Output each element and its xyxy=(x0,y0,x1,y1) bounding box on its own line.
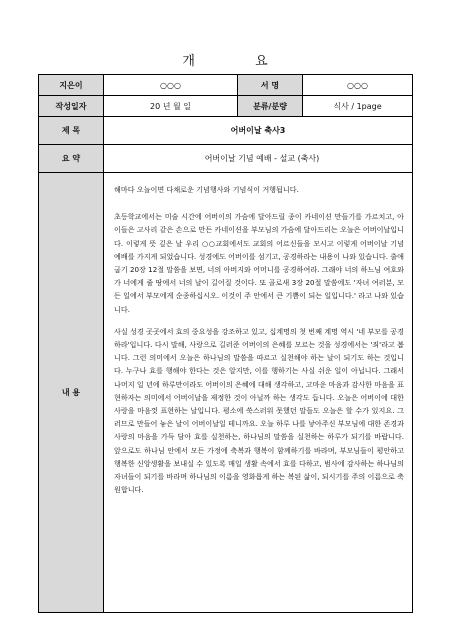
row-content xyxy=(39,173,413,613)
page-title: 개 요 xyxy=(182,54,296,69)
summary-label: 요 약 xyxy=(39,145,104,173)
author-value: ○○○ xyxy=(104,75,238,96)
row-date xyxy=(39,96,413,117)
content-label: 내 용 xyxy=(39,173,104,613)
row-author xyxy=(39,75,413,96)
content-paragraph: 해마다 오늘이면 다채로운 기념행사와 기념식이 거행됩니다. xyxy=(114,185,299,194)
reviewer-value: ○○○ xyxy=(303,75,413,96)
summary-form xyxy=(38,74,413,613)
date-label: 작성일자 xyxy=(39,96,104,117)
content-paragraph: 초등학교에서는 미술 시간에 어버이의 가슴에 달아드릴 종이 카네이션 만들기를 가르치고, 아이들은 고사리 같은 손으로 만든 카네이션을 부모님의 가슴에 달아드리는 오늘은 어버이날입니다. 이렇게 뜻 깊은 날 우리 ○○교회에서도 교회의 어르신들을 모시고 이렇게 어버이날 기념 예배를 가지게 되었습니다. 성경에도 어버이를 섬기고, 공경하라는 내용이 나와 있습니다. 출애굽기 20장 12절 말씀을 보면, 너의 아버지와 어머니를 공경하여라. 그래야 너의 하느님 여호와가 너에게 줄 땅에서 너의 날이 길어질 것이다. 또 골로새 3장 20절 말씀에도 '자녀 여러분, 모든 일에서 부모에게 순종하십시오. 이것이 주 안에서 큰 기쁨이 되는 일입니다.' 라고 나와 있습니다. xyxy=(114,212,405,314)
summary-value: 어버이날 기념 예배 - 설교 (축사) xyxy=(104,145,413,173)
category-label: 분류/분량 xyxy=(238,96,303,117)
row-summary xyxy=(39,145,413,173)
reviewer-label: 서 명 xyxy=(238,75,303,96)
author-label: 지은이 xyxy=(39,75,104,96)
row-subject xyxy=(39,117,413,145)
content-paragraph: 사실 성경 곳곳에서 효의 중요성을 강조하고 있고, 십계명의 첫 번째 계명 역시 '네 부모를 공경하라'입니다. 다시 말해, 사랑으로 길러준 어버이의 은혜를 모르는 것을 성경에서는 '죄'라고 봅니다. 그런 의미에서 오늘은 하나님의 말씀을 따르고 실천해야 하는 날이 되기도 하는 것입니다. 누구나 효를 행해야 한다는 것은 알지만, 이를 행하기는 사실 쉬운 일이 아닙니다. 그래서 나머지 일 년에 하루만이라도 어버이의 은혜에 대해 생각하고, 고마운 마음과 감사한 마음을 표현하자는 의미에서 어버이날을 제정한 것이 아닐까 하는 생각도 듭니다. 오늘은 어버이에 대한 사랑을 마음껏 표현하는 날입니다. 평소에 쑥스러워 못했던 말들도 오늘은 할 수가 있지요. 그러므로 만들어 놓은 날이 어버이날일 테니까요. 오늘 하루 나를 낳아주신 부모님에 대한 존경과 사랑의 마음을 가득 담아 효를 실천하는, 하나님의 말씀을 실천하는 하루가 되기를 바랍니다. 앞으로도 하나님 안에서 모든 가정에 축복과 행복이 함께하기를 바라며, 부모님들이 평안하고 행복한 신앙생활을 보내실 수 있도록 매일 생활 속에서 효를 다하고, 범사에 감사하는 하나님의 자녀들이 되기를 바라며 하나님의 이름을 영화롭게 하는 복된 삶이, 되시기를 주의 이름으로 축원합니다. xyxy=(114,326,405,495)
subject-value: 어버이날 축사3 xyxy=(104,117,413,145)
date-value: 20 년 월 일 xyxy=(104,96,238,117)
subject-label: 제 목 xyxy=(39,117,104,145)
category-value: 식사 / 1page xyxy=(303,96,413,117)
content-body xyxy=(104,173,413,613)
